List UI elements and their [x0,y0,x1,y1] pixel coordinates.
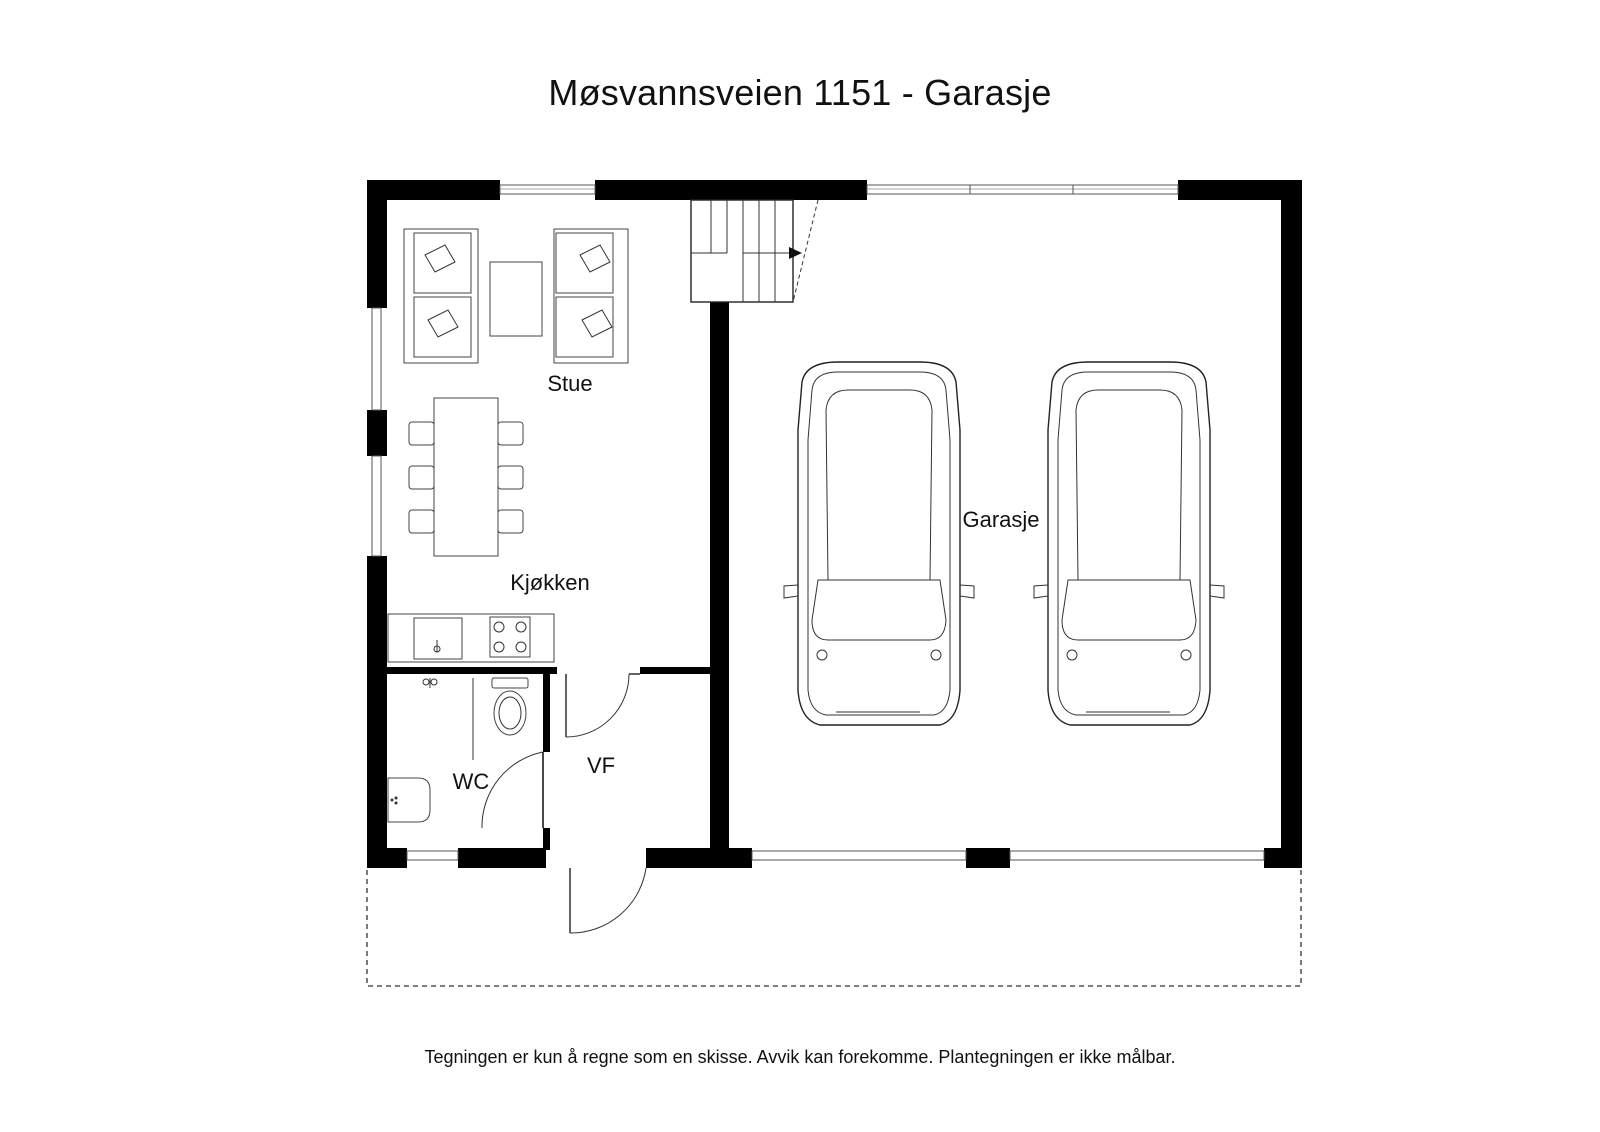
coffee-table [490,262,542,336]
plan-title: Møsvannsveien 1151 - Garasje [548,72,1052,113]
car-left [784,362,974,725]
dining-table [409,398,523,556]
room-label-vf: VF [586,753,616,778]
sofa-right [554,229,628,363]
wc-fixtures [388,678,528,822]
room-label-wc: WC [452,769,490,794]
disclaimer-text: Tegningen er kun å regne som en skisse. Avvik kan forekomme. Plantegningen er ikke målbar. [424,1047,1176,1067]
terrace-outline [367,870,1301,986]
kitchen-counter [388,614,554,662]
car-right [1034,362,1224,725]
staircase [691,200,818,302]
room-label-kjokken: Kjøkken [510,570,590,595]
room-label-stue: Stue [547,371,593,396]
room-label-garasje: Garasje [962,507,1040,532]
sofa-left [404,229,478,363]
